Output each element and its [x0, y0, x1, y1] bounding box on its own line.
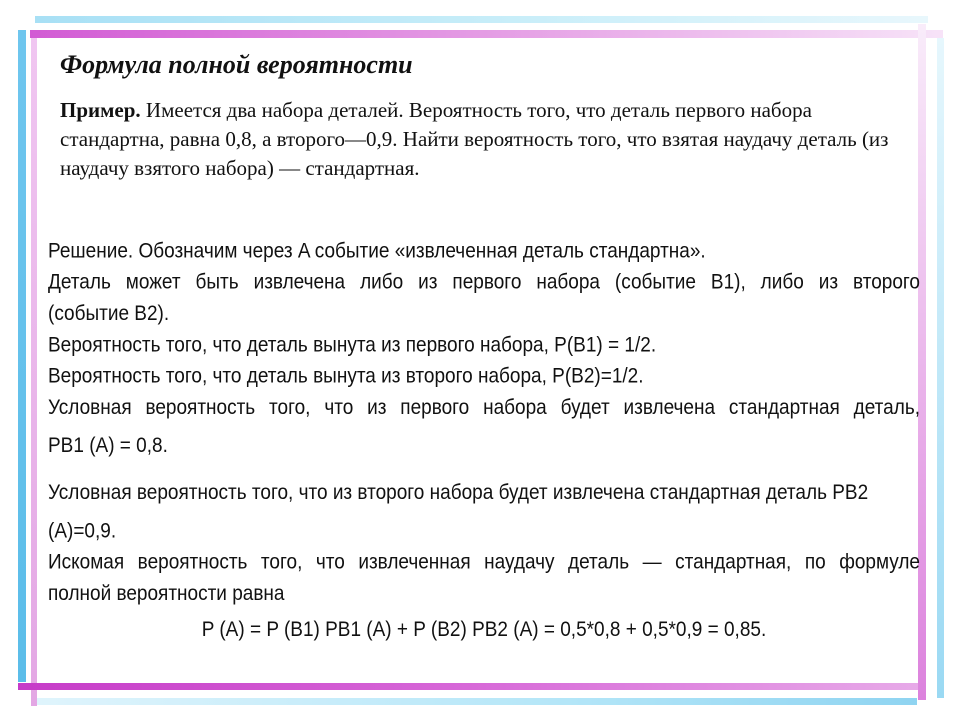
frame-bar-right-inner — [937, 38, 944, 698]
solution-line-6: Условная вероятность того, что из первого набора будет извлечена стандартная деталь, — [48, 396, 920, 420]
total-probability-formula: P (A) = P (B1) PB1 (A) + P (B2) PB2 (A) = 0,5*0,8 + 0,5*0,9 = 0,85. — [201, 617, 767, 642]
solution-line-9: (A)=0,9. — [48, 519, 117, 543]
frame-bar-top-outer — [35, 16, 928, 23]
solution-line-7: PB1 (A) = 0,8. — [48, 434, 168, 458]
solution-line-3: (событие B2). — [48, 302, 170, 326]
solution-line-8: Условная вероятность того, что из второго набора будет извлечена стандартная деталь PB2 — [48, 481, 869, 505]
problem-label: Пример. — [60, 98, 141, 122]
frame-bar-bottom-outer — [18, 683, 918, 690]
slide-title: Формула полной вероятности — [60, 50, 413, 79]
frame-bar-bottom-inner — [37, 698, 917, 705]
solution-block — [48, 236, 920, 646]
frame-bar-top-inner — [30, 30, 943, 38]
problem-statement — [60, 96, 900, 183]
frame-bar-left-inner — [31, 38, 37, 706]
solution-line-4: Вероятность того, что деталь вынута из первого набора, P(B1) = 1/2. — [48, 333, 657, 357]
solution-line-1: Решение. Обозначим через A событие «извлеченная деталь стандартна». — [48, 239, 706, 263]
frame-bar-left-outer — [18, 30, 26, 682]
problem-text: Имеется два набора деталей. Вероятность того, что деталь первого набора стандартна, равна 0,8, а второго—0,9. Найти вероятность того, что взятая наудачу деталь (из наудачу взятого набора) — стандартная. — [60, 98, 889, 180]
solution-line-5: Вероятность того, что деталь вынута из второго набора, P(B2)=1/2. — [48, 364, 644, 389]
solution-line-2: Деталь может быть извлечена либо из первого набора (событие B1), либо из второго — [48, 270, 920, 295]
solution-line-10: Искомая вероятность того, что извлеченная наудачу деталь — стандартная, по формуле — [48, 550, 920, 575]
solution-line-11: полной вероятности равна — [48, 582, 285, 606]
